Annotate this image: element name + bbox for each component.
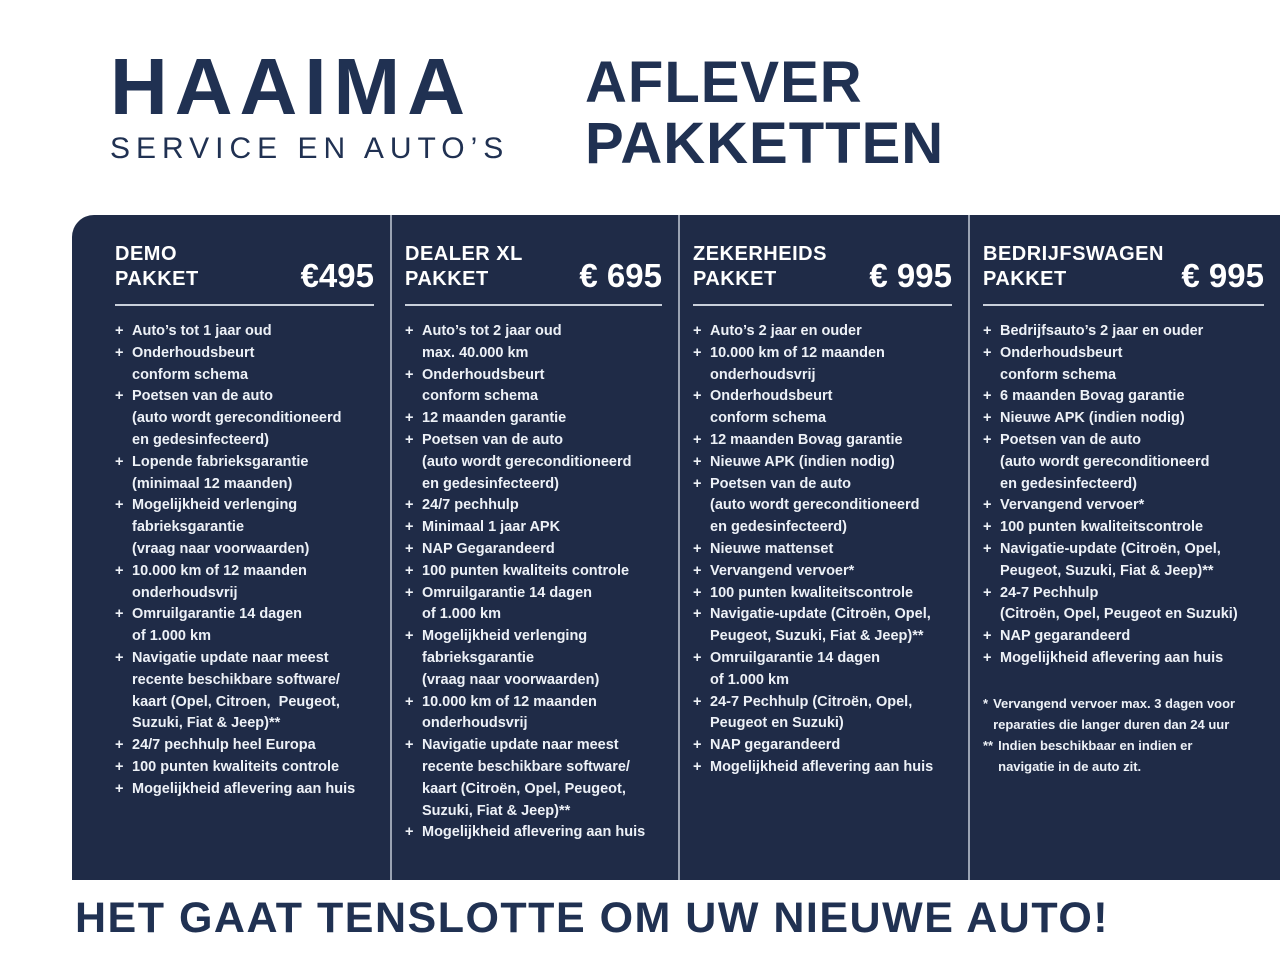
plus-marker: +	[983, 431, 992, 448]
item-text	[710, 430, 903, 452]
package-item	[693, 648, 952, 692]
item-line: 24-7 Pechhulp	[1000, 584, 1099, 601]
plus-marker: +	[405, 540, 414, 557]
item-line: Peugeot, Suzuki, Fiat & Jeep)**	[710, 628, 924, 645]
plus-marker: +	[115, 649, 124, 666]
header-rule	[693, 304, 952, 306]
item-text	[710, 583, 913, 605]
logo-subtitle: SERVICE EN AUTO’S	[110, 132, 510, 165]
item-text	[132, 495, 309, 560]
plus-marker: +	[693, 388, 702, 405]
plus-marker: +	[115, 780, 124, 797]
item-line: conform schema	[422, 388, 539, 405]
package-item	[115, 452, 374, 496]
package-item	[115, 735, 374, 757]
plus-marker: +	[405, 737, 414, 754]
footnote-text	[998, 735, 1192, 777]
item-line: Mogelijkheid aflevering aan huis	[1000, 649, 1224, 666]
header-rule	[983, 304, 1264, 306]
item-line: Vervangend vervoer*	[710, 562, 855, 579]
plus-marker: +	[405, 323, 414, 339]
plus-marker: +	[693, 649, 702, 666]
package-item	[693, 561, 952, 583]
item-line: Omruilgarantie 14 dagen	[422, 584, 593, 601]
item-line: Onderhoudsbeurt	[1000, 344, 1123, 361]
item-line: Poetsen van de auto	[710, 475, 852, 492]
package-price: € 995	[1181, 257, 1264, 294]
item-text	[1000, 408, 1185, 430]
package-column	[968, 215, 1280, 880]
plus-marker: +	[115, 344, 124, 361]
package-item-list	[693, 321, 952, 779]
package-item	[983, 430, 1264, 495]
item-line: (auto wordt gereconditioneerd	[132, 410, 342, 427]
item-text	[422, 626, 599, 691]
package-item	[405, 561, 662, 583]
item-line: 24-7 Pechhulp (Citroën, Opel,	[710, 693, 913, 710]
item-line: (vraag naar voorwaarden)	[422, 671, 600, 688]
package-item	[405, 735, 662, 822]
item-line: onderhoudsvrij	[132, 584, 238, 601]
item-line: Navigatie-update (Citroën, Opel,	[1000, 540, 1221, 557]
plus-marker: +	[693, 584, 702, 601]
item-text	[132, 779, 355, 801]
item-line: (Citroën, Opel, Peugeot en Suzuki)	[1000, 606, 1238, 623]
package-item	[405, 583, 662, 627]
plus-marker: +	[983, 540, 992, 557]
package-name	[405, 242, 523, 292]
item-text	[1000, 517, 1203, 539]
item-line: Navigatie update naar meest	[422, 737, 619, 754]
item-line: Poetsen van de auto	[1000, 431, 1142, 448]
plus-marker: +	[115, 606, 124, 623]
item-line: (auto wordt gereconditioneerd	[1000, 453, 1210, 470]
item-text	[710, 692, 912, 736]
item-line: Mogelijkheid aflevering aan huis	[132, 780, 356, 797]
item-text	[710, 539, 833, 561]
item-text	[132, 343, 254, 387]
item-line: max. 40.000 km	[422, 344, 529, 361]
item-line: en gedesinfecteerd)	[132, 431, 269, 448]
package-item	[693, 343, 952, 387]
item-line: of 1.000 km	[710, 671, 789, 688]
footnote-line: Vervangend vervoer max. 3 dagen voor	[993, 695, 1236, 711]
item-text	[422, 321, 562, 365]
package-item	[405, 430, 662, 495]
item-line: conform schema	[132, 366, 249, 383]
package-column	[678, 215, 968, 880]
plus-marker: +	[983, 497, 992, 514]
item-line: conform schema	[1000, 366, 1117, 383]
plus-marker: +	[693, 606, 702, 623]
package-name	[693, 242, 827, 292]
package-item	[115, 343, 374, 387]
item-line: Navigatie update naar meest	[132, 649, 329, 666]
package-item	[405, 408, 662, 430]
package-name	[115, 242, 199, 292]
item-line: recente beschikbare software/	[422, 758, 630, 775]
item-text	[710, 321, 862, 343]
package-item	[983, 517, 1264, 539]
item-line: 100 punten kwaliteitscontrole	[710, 584, 914, 601]
plus-marker: +	[693, 344, 702, 361]
item-line: Auto’s tot 1 jaar oud	[132, 323, 272, 339]
item-line: onderhoudsvrij	[422, 715, 528, 732]
footnote-line: navigatie in de auto zit.	[998, 758, 1142, 774]
plus-marker: +	[115, 562, 124, 579]
package-item	[983, 321, 1264, 343]
footnote	[983, 735, 1264, 777]
item-text	[132, 386, 341, 451]
package-price: € 995	[869, 257, 952, 294]
package-name-line: PAKKET	[693, 268, 777, 290]
item-line: conform schema	[710, 410, 827, 427]
plus-marker: +	[115, 497, 124, 514]
item-text	[422, 822, 645, 844]
plus-marker: +	[115, 388, 124, 405]
package-name-line: BEDRIJFSWAGEN	[983, 243, 1164, 265]
plus-marker: +	[405, 584, 414, 601]
package-name	[983, 242, 1164, 292]
item-line: Lopende fabrieksgarantie	[132, 453, 309, 470]
item-line: Bedrijfsauto’s 2 jaar en ouder	[1000, 323, 1204, 339]
item-line: Onderhoudsbeurt	[132, 344, 255, 361]
item-line: Nieuwe APK (indien nodig)	[1000, 410, 1185, 427]
package-item	[405, 517, 662, 539]
plus-marker: +	[983, 344, 992, 361]
package-item	[115, 321, 374, 343]
item-line: Omruilgarantie 14 dagen	[132, 606, 303, 623]
plus-marker: +	[983, 584, 992, 601]
item-text	[1000, 583, 1238, 627]
package-item	[983, 648, 1264, 670]
item-text	[132, 561, 307, 605]
logo-title: HAAIMA	[110, 42, 472, 131]
package-item	[405, 692, 662, 736]
item-line: 100 punten kwaliteits controle	[422, 562, 630, 579]
item-line: en gedesinfecteerd)	[422, 475, 559, 492]
package-item	[983, 539, 1264, 583]
item-line: Poetsen van de auto	[422, 431, 564, 448]
plus-marker: +	[983, 628, 992, 645]
item-line: fabrieksgarantie	[132, 519, 245, 536]
item-line: 24/7 pechhulp heel Europa	[132, 737, 316, 754]
package-item	[693, 539, 952, 561]
package-name-line: PAKKET	[405, 268, 489, 290]
package-item	[115, 561, 374, 605]
item-text	[710, 561, 854, 583]
item-line: Minimaal 1 jaar APK	[422, 519, 561, 536]
plus-marker: +	[693, 475, 702, 492]
package-name-line: ZEKERHEIDS	[693, 243, 827, 265]
item-text	[422, 365, 544, 409]
package-item	[115, 648, 374, 735]
page-title-line1: AFLEVER	[585, 50, 863, 115]
item-line: fabrieksgarantie	[422, 649, 535, 666]
item-line: NAP gegarandeerd	[1000, 628, 1131, 645]
page-title-line2: PAKKETTEN	[585, 111, 945, 176]
plus-marker: +	[405, 693, 414, 710]
item-line: Mogelijkheid verlenging	[132, 497, 298, 514]
item-line: NAP Gegarandeerd	[422, 540, 555, 557]
package-name-line: PAKKET	[115, 268, 199, 290]
item-line: of 1.000 km	[422, 606, 501, 623]
package-item-list	[115, 321, 374, 801]
plus-marker: +	[983, 323, 992, 339]
item-line: Mogelijkheid aflevering aan huis	[710, 758, 934, 775]
item-line: 24/7 pechhulp	[422, 497, 519, 514]
plus-marker: +	[693, 540, 702, 557]
item-text	[132, 735, 316, 757]
logo	[110, 44, 509, 166]
item-line: 12 maanden garantie	[422, 410, 567, 427]
package-column	[72, 215, 390, 880]
item-line: Onderhoudsbeurt	[710, 388, 833, 405]
item-line: NAP gegarandeerd	[710, 737, 841, 754]
plus-marker: +	[983, 388, 992, 405]
plus-marker: +	[115, 737, 124, 754]
item-text	[710, 648, 880, 692]
item-text	[422, 735, 630, 822]
item-text	[710, 452, 895, 474]
package-item	[693, 430, 952, 452]
package-item	[693, 386, 952, 430]
item-line: Auto’s tot 2 jaar oud	[422, 323, 562, 339]
package-item	[693, 583, 952, 605]
package-column	[390, 215, 678, 880]
plus-marker: +	[405, 410, 414, 427]
item-line: Peugeot en Suzuki)	[710, 715, 844, 732]
plus-marker: +	[693, 431, 702, 448]
item-line: (auto wordt gereconditioneerd	[422, 453, 632, 470]
package-header	[693, 242, 952, 292]
plus-marker: +	[693, 758, 702, 775]
item-line: (minimaal 12 maanden)	[132, 475, 293, 492]
item-text	[422, 430, 631, 495]
item-text	[132, 452, 308, 496]
footnote-line: reparaties die langer duren dan 24 uur	[993, 716, 1230, 732]
package-item	[983, 495, 1264, 517]
footer-slogan: HET GAAT TENSLOTTE OM UW NIEUWE AUTO!	[75, 894, 1110, 942]
package-item	[115, 779, 374, 801]
package-item	[115, 604, 374, 648]
item-text	[1000, 430, 1209, 495]
item-line: Peugeot, Suzuki, Fiat & Jeep)**	[1000, 562, 1214, 579]
package-item	[983, 408, 1264, 430]
item-text	[422, 583, 592, 627]
package-item	[983, 583, 1264, 627]
footnotes	[983, 693, 1264, 777]
plus-marker: +	[405, 497, 414, 514]
item-text	[1000, 343, 1122, 387]
package-item	[983, 626, 1264, 648]
item-line: 10.000 km of 12 maanden	[132, 562, 307, 579]
item-text	[422, 539, 555, 561]
item-line: kaart (Citroën, Opel, Peugeot,	[422, 780, 626, 797]
item-line: en gedesinfecteerd)	[710, 519, 847, 536]
plus-marker: +	[983, 410, 992, 427]
item-text	[710, 735, 840, 757]
item-text	[710, 604, 931, 648]
plus-marker: +	[983, 649, 992, 666]
item-line: Suzuki, Fiat & Jeep)**	[132, 715, 281, 732]
item-text	[422, 517, 560, 539]
item-line: recente beschikbare software/	[132, 671, 340, 688]
package-item	[405, 539, 662, 561]
item-text	[422, 408, 566, 430]
item-line: Navigatie-update (Citroën, Opel,	[710, 606, 931, 623]
plus-marker: +	[405, 366, 414, 383]
item-line: Nieuwe APK (indien nodig)	[710, 453, 895, 470]
item-line: Mogelijkheid aflevering aan huis	[422, 824, 646, 841]
item-text	[132, 321, 272, 343]
package-item	[405, 626, 662, 691]
item-text	[1000, 626, 1130, 648]
package-item	[405, 822, 662, 844]
page-title	[585, 52, 944, 174]
header-rule	[115, 304, 374, 306]
package-price: €495	[300, 257, 374, 294]
package-header	[115, 242, 374, 292]
package-header	[983, 242, 1264, 292]
packages-panel	[72, 215, 1280, 880]
item-line: onderhoudsvrij	[710, 366, 816, 383]
package-item	[115, 495, 374, 560]
item-line: (vraag naar voorwaarden)	[132, 540, 310, 557]
package-item	[405, 321, 662, 365]
package-item	[115, 757, 374, 779]
item-line: 100 punten kwaliteitscontrole	[1000, 519, 1204, 536]
package-item-list	[983, 321, 1264, 670]
package-item	[693, 604, 952, 648]
footnote-marker: **	[983, 737, 994, 753]
item-line: kaart (Opel, Citroen, Peugeot,	[132, 693, 340, 710]
footnote-line: Indien beschikbaar en indien er	[998, 737, 1193, 753]
package-item	[405, 365, 662, 409]
plus-marker: +	[693, 737, 702, 754]
item-text	[1000, 495, 1144, 517]
plus-marker: +	[405, 519, 414, 536]
package-item	[693, 692, 952, 736]
item-line: Nieuwe mattenset	[710, 540, 834, 557]
package-item	[693, 735, 952, 757]
package-price: € 695	[579, 257, 662, 294]
item-line: of 1.000 km	[132, 628, 211, 645]
item-line: 10.000 km of 12 maanden	[422, 693, 597, 710]
package-name-line: DEALER XL	[405, 243, 523, 265]
item-line: Onderhoudsbeurt	[422, 366, 545, 383]
item-text	[132, 604, 302, 648]
footnote-text	[993, 693, 1235, 735]
item-text	[422, 692, 597, 736]
item-text	[710, 474, 919, 539]
package-item	[983, 386, 1264, 408]
plus-marker: +	[693, 323, 702, 339]
plus-marker: +	[115, 453, 124, 470]
item-text	[710, 386, 832, 430]
package-item	[693, 321, 952, 343]
package-item	[693, 452, 952, 474]
item-text	[422, 495, 519, 517]
item-text	[1000, 321, 1203, 343]
header-rule	[405, 304, 662, 306]
plus-marker: +	[983, 519, 992, 536]
plus-marker: +	[405, 431, 414, 448]
item-line: Auto’s 2 jaar en ouder	[710, 323, 862, 339]
plus-marker: +	[405, 824, 414, 841]
package-item	[693, 757, 952, 779]
package-item	[405, 495, 662, 517]
item-line: en gedesinfecteerd)	[1000, 475, 1137, 492]
item-text	[710, 757, 933, 779]
item-line: Suzuki, Fiat & Jeep)**	[422, 802, 571, 819]
package-name-line: PAKKET	[983, 268, 1067, 290]
plus-marker: +	[693, 453, 702, 470]
plus-marker: +	[115, 758, 124, 775]
plus-marker: +	[693, 693, 702, 710]
package-item	[115, 386, 374, 451]
plus-marker: +	[405, 562, 414, 579]
package-item	[983, 343, 1264, 387]
item-text	[1000, 648, 1223, 670]
plus-marker: +	[693, 562, 702, 579]
item-text	[1000, 386, 1185, 408]
item-line: 6 maanden Bovag garantie	[1000, 388, 1185, 405]
item-line: Omruilgarantie 14 dagen	[710, 649, 881, 666]
item-text	[710, 343, 885, 387]
item-line: (auto wordt gereconditioneerd	[710, 497, 920, 514]
footnote-marker: *	[983, 695, 989, 711]
item-line: 12 maanden Bovag garantie	[710, 431, 903, 448]
footnote	[983, 693, 1264, 735]
item-line: Mogelijkheid verlenging	[422, 628, 588, 645]
item-line: Poetsen van de auto	[132, 388, 274, 405]
plus-marker: +	[405, 628, 414, 645]
item-text	[132, 757, 339, 779]
item-line: 100 punten kwaliteits controle	[132, 758, 340, 775]
item-text	[1000, 539, 1221, 583]
package-item-list	[405, 321, 662, 844]
package-header	[405, 242, 662, 292]
package-name-line: DEMO	[115, 243, 177, 265]
plus-marker: +	[115, 323, 124, 339]
item-line: 10.000 km of 12 maanden	[710, 344, 885, 361]
package-item	[693, 474, 952, 539]
item-text	[132, 648, 340, 735]
item-text	[422, 561, 629, 583]
item-line: Vervangend vervoer*	[1000, 497, 1145, 514]
